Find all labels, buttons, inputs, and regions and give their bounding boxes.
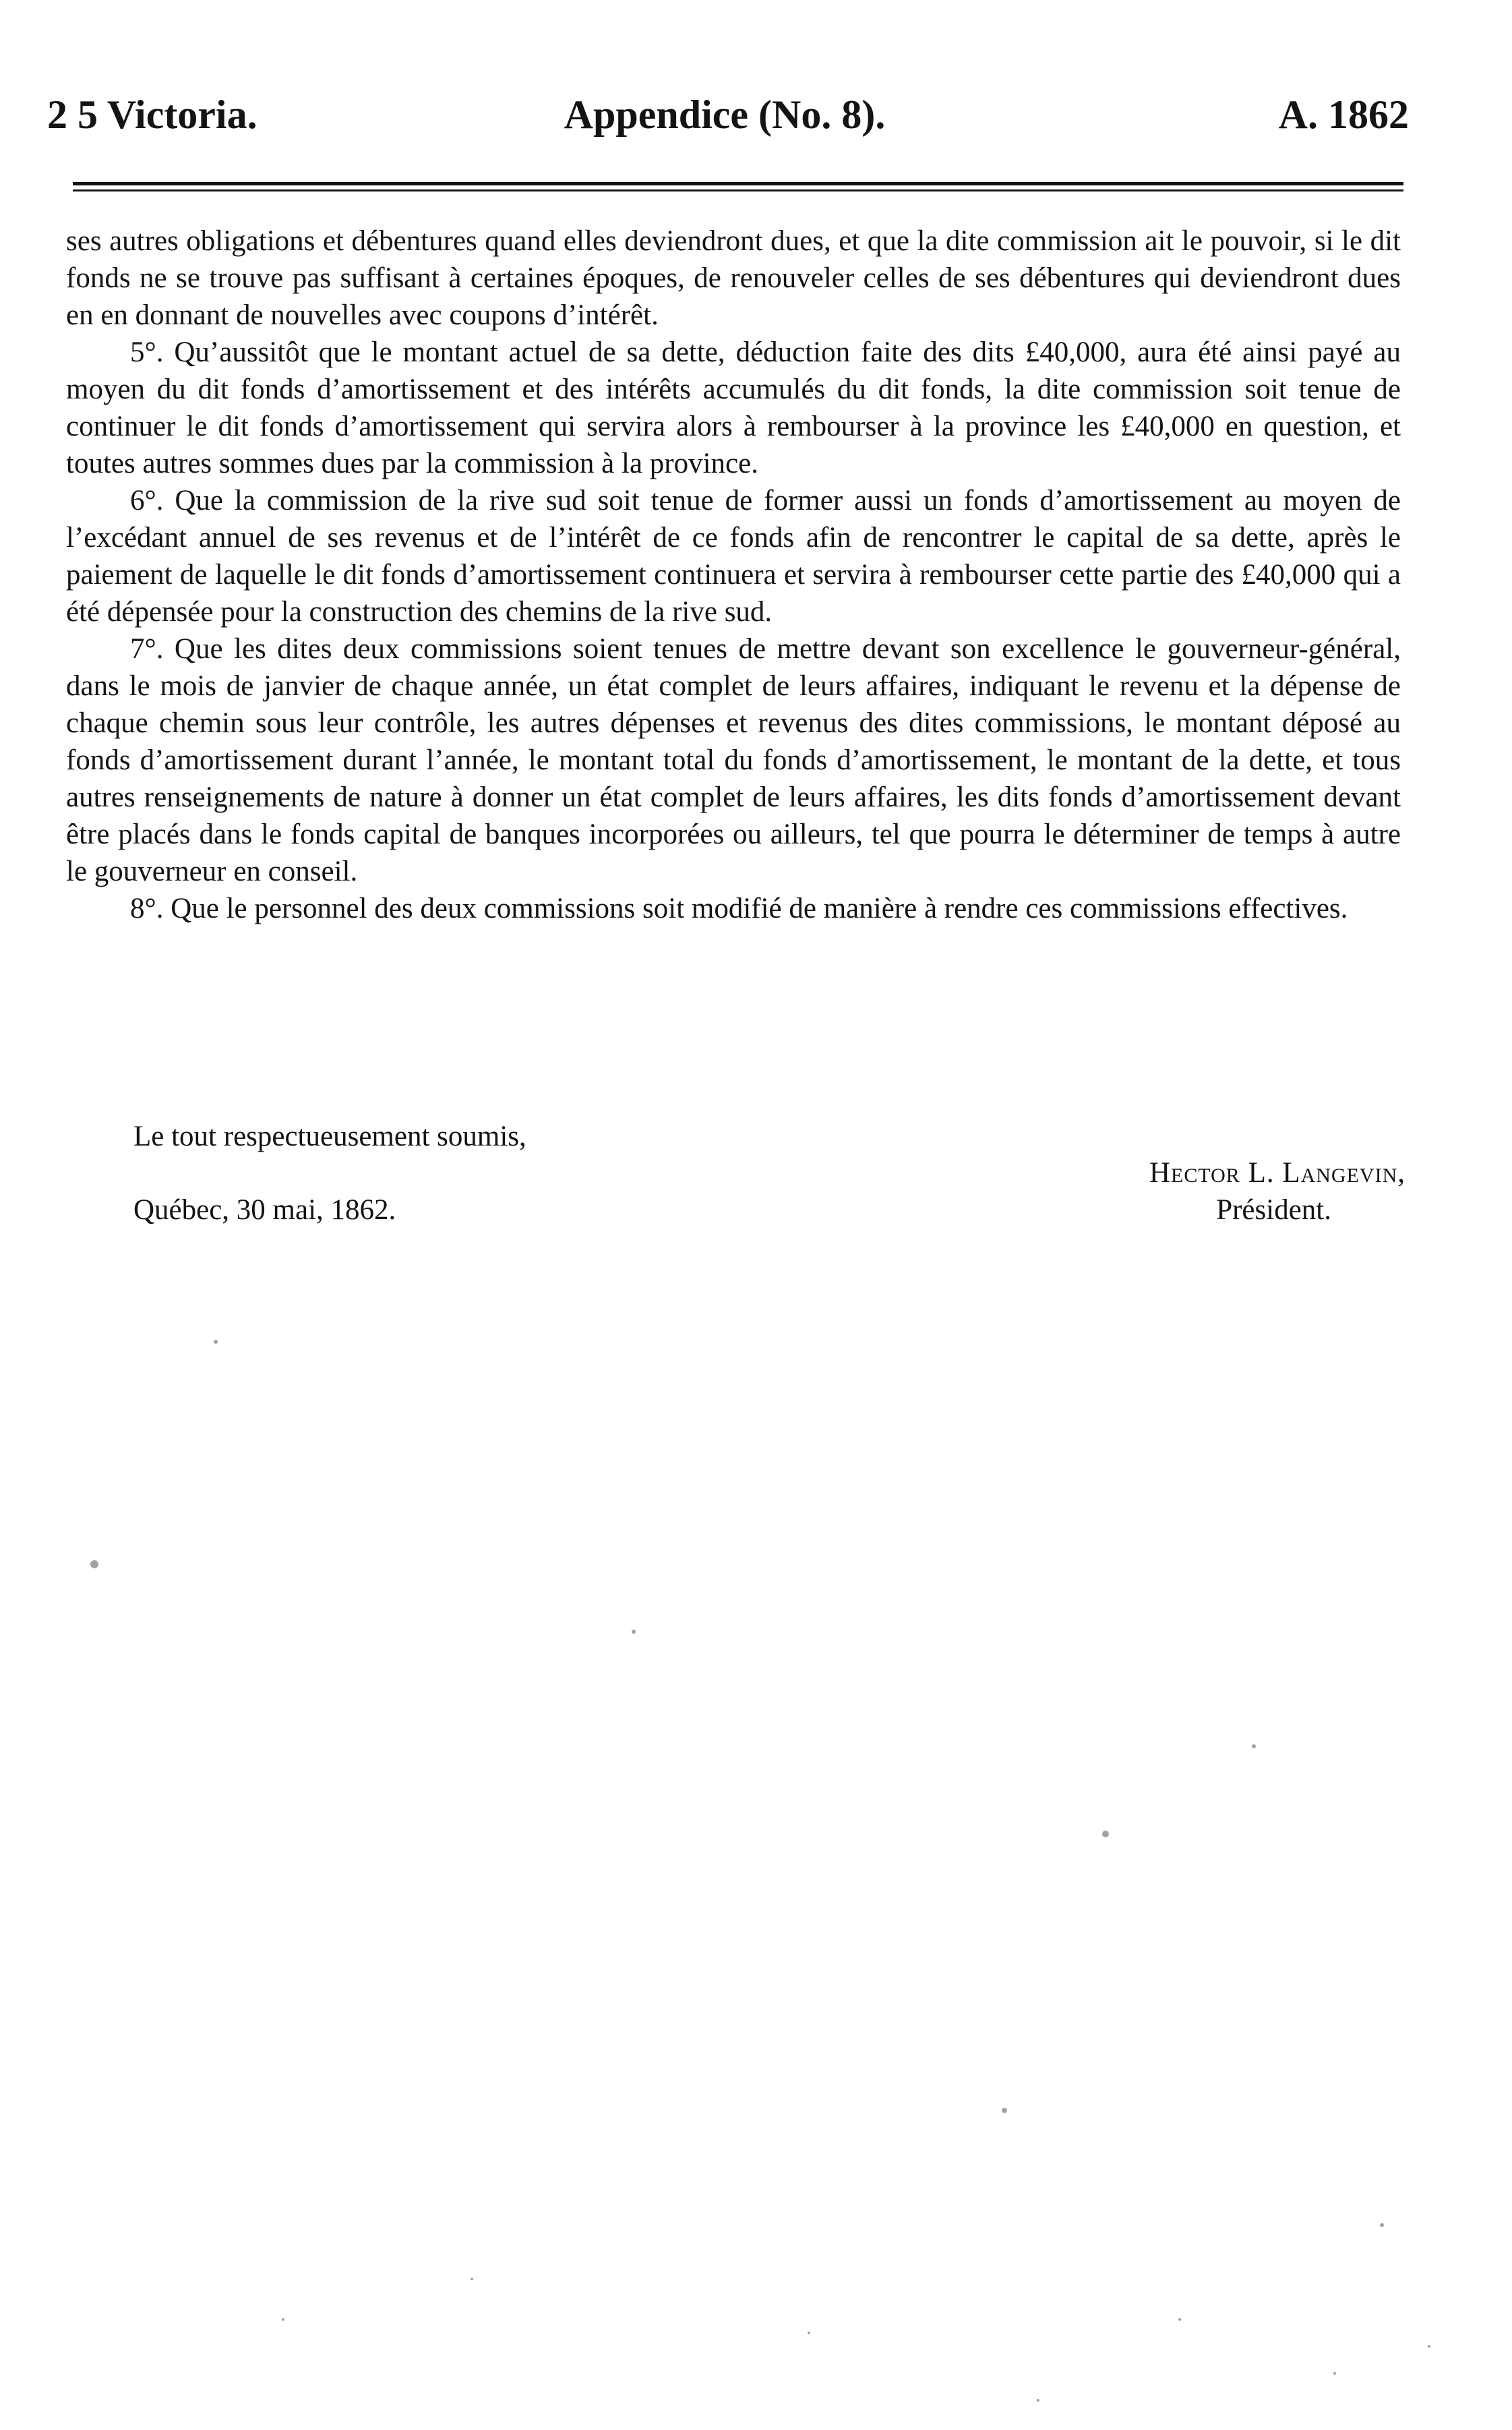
header-rule-thin	[73, 189, 1403, 191]
paragraph-7: 7°. Que les dites deux commissions soient tenues de mettre devant son excellence le gouverneur-général, dans le mois de janvier de chaque année, un état complet de leurs affaires, indiquant le revenu et la dépense de chaque chemin sous leur contrôle, les autres dépenses et revenus des dites commissions, le montant déposé au fonds d’amortissement durant l’année, le montant total du fonds d’amortissement, le montant de la dette, et tous autres renseignements de nature à donner un état complet de leurs affaires, les dits fonds d’amortissement devant être placés dans le fonds capital de banques incorporées ou ailleurs, tel que pourra le déterminer de temps à autre le gouverneur en conseil.	[66, 633, 1401, 887]
paragraph-continuation: ses autres obligations et débentures quand elles deviendront dues, et que la dite commission ait le pouvoir, si le dit fonds ne se trouve pas suffisant à certaines époques, de renouveler celles de ses débentures qui deviendront dues en en donnant de nouvelles avec coupons d’intérêt.	[66, 225, 1401, 331]
signatory-name: Hector L. Langevin,	[1149, 1157, 1405, 1189]
running-header	[40, 88, 1409, 142]
closing-line: Le tout respectueusement soumis,	[133, 1121, 526, 1152]
header-session: 2 5 Victoria.	[47, 92, 258, 137]
header-rule-thick	[73, 182, 1403, 185]
paragraph-8: 8°. Que le personnel des deux commissions soit modifié de manière à rendre ces commissions effectives.	[130, 893, 1348, 924]
paragraph-6: 6°. Que la commission de la rive sud soit tenue de former aussi un fonds d’amortissement au moyen de l’excédant annuel de ses revenus et de l’intérêt de ce fonds afin de rencontrer le capital de sa dette, après le paiement de laquelle le dit fonds d’amortissement continuera et servira à rembourser cette partie des £40,000 qui a été dépensée pour la construction des chemins de la rive sud.	[66, 485, 1401, 628]
paragraph-5: 5°. Qu’aussitôt que le montant actuel de sa dette, déduction faite des dits £40,000, aura été ainsi payé au moyen du dit fonds d’amortissement et des intérêts accumulés du dit fonds, la dite commission soit tenue de continuer le dit fonds d’amortissement qui servira alors à rembourser à la province les £40,000 en question, et toutes autres sommes dues par la commission à la province.	[66, 336, 1401, 479]
body-text	[66, 223, 1401, 927]
header-appendix: Appendice (No. 8).	[564, 92, 886, 137]
signatory-title: Président.	[1216, 1194, 1331, 1226]
header-year: A. 1862	[1278, 92, 1409, 137]
place-date: Québec, 30 mai, 1862.	[133, 1194, 396, 1226]
